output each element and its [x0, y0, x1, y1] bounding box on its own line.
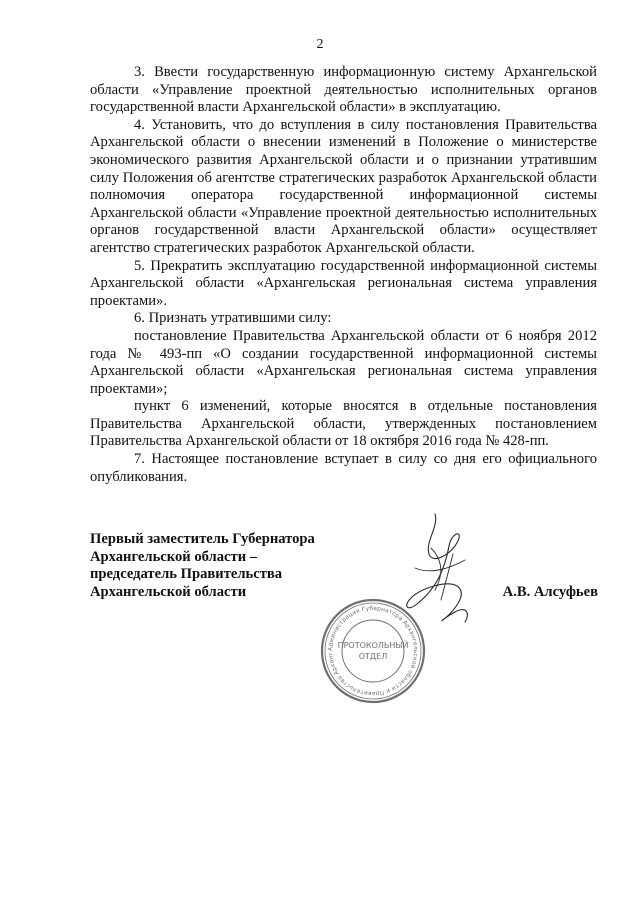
signatory-position-line: председатель Правительства	[90, 566, 283, 583]
paragraph-item-5: 5. Прекратить эксплуатацию государственной информационной системы Архангельской области «Архангельская региональная система управления проектами».	[90, 257, 597, 309]
paragraph-repealed-point: пункт 6 изменений, которые вносятся в отдельные постановления Правительства Архангельской области, утвержденных постановлением Правительства Архангельской области от 18 октября 2016 года № 428-пп.	[90, 398, 597, 450]
paragraph-item-4: 4. Установить, что до вступления в силу постановления Правительства Архангельской области о внесении изменений в Положение о министерстве экономического развития Архангельской области и о признании утратившим силу Положения об агентстве стратегических разработок Архангельской области полномочия оператора государственной информационной системы Архангельской области «Управление проектной деятельностью исполнительных органов государственной власти Архангельской области» осуществляет агентство стратегических разработок Архангельской области.	[90, 116, 597, 256]
official-seal-stamp	[318, 596, 428, 706]
signatory-position-line: Архангельской области –	[90, 548, 258, 565]
signatory-position	[90, 531, 315, 601]
signatory-position-line: Первый заместитель Губернатора	[90, 531, 315, 547]
document-body	[90, 64, 597, 486]
stamp-ring-text: Администрация Губернатора Архангельской области и Правительства Арханг	[327, 605, 419, 697]
paragraph-item-7: 7. Настоящее постановление вступает в силу со дня его официального опубликования.	[90, 451, 597, 485]
page-number: 2	[316, 37, 324, 52]
stamp-center-text: ОТДЕЛ	[358, 652, 388, 661]
signatory-name: А.В. Алсуфьев	[502, 584, 598, 600]
stamp-center-text: ПРОТОКОЛЬНЫЙ	[337, 641, 409, 650]
paragraph-item-6: 6. Признать утратившими силу:	[134, 310, 332, 327]
paragraph-item-3: 3. Ввести государственную информационную систему Архангельской области «Управление проектной деятельностью исполнительных органов государственной власти Архангельской области» в эксплуатацию.	[90, 64, 597, 116]
signatory-position-line: Архангельской области	[90, 583, 247, 600]
paragraph-repealed-resolution: постановление Правительства Архангельской области от 6 ноября 2012 года № 493-пп «О создании государственной информационной системы Архангельской области «Архангельская региональная система управления проектами»;	[90, 327, 597, 397]
